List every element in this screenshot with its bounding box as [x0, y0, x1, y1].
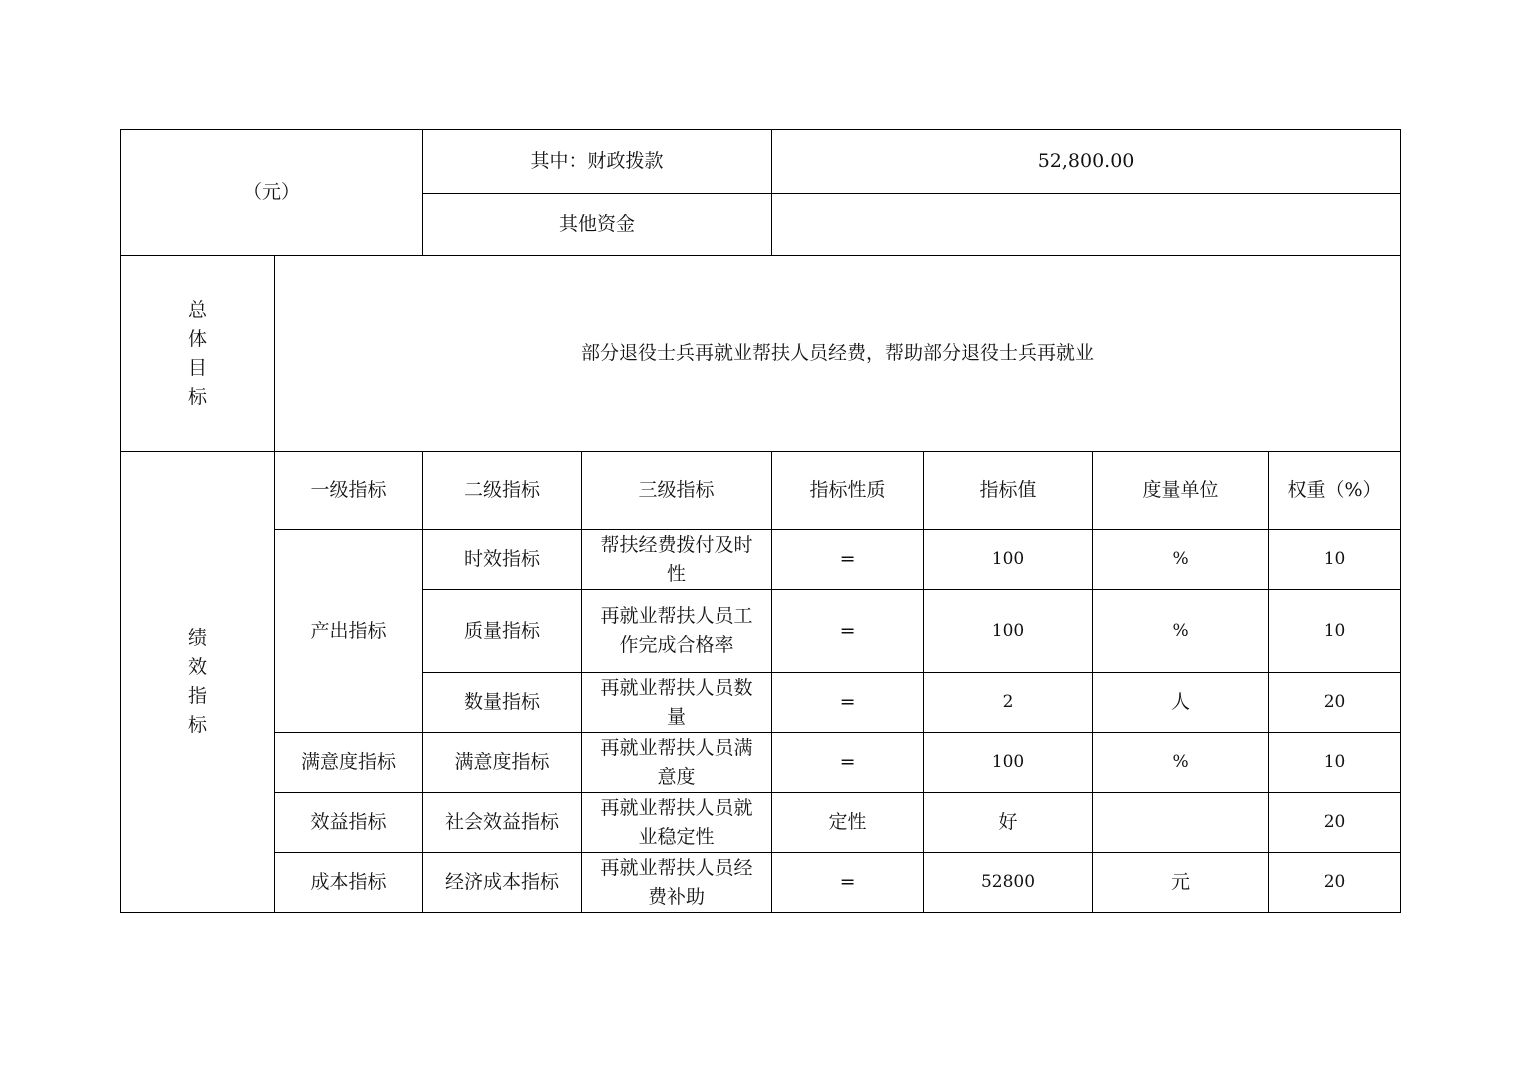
value-cell: 100	[924, 590, 1093, 673]
value-cell: 100	[924, 530, 1093, 590]
level1-cell: 效益指标	[275, 793, 423, 853]
column-header: 指标性质	[772, 452, 924, 530]
other-label-cell: 其他资金	[423, 194, 772, 256]
unit-cell: %	[1093, 733, 1269, 793]
weight-cell: 10	[1269, 590, 1401, 673]
level2-cell: 数量指标	[423, 673, 582, 733]
level3-cell: 再就业帮扶人员就业稳定性	[582, 793, 772, 853]
nature-cell: =	[772, 673, 924, 733]
level3-cell: 再就业帮扶人员数量	[582, 673, 772, 733]
nature-cell: =	[772, 590, 924, 673]
level1-cell: 成本指标	[275, 853, 423, 913]
nature-cell: 定性	[772, 793, 924, 853]
fiscal-funding-row	[121, 130, 1401, 194]
level1-cell: 产出指标	[275, 530, 423, 733]
column-header: 二级指标	[423, 452, 582, 530]
level1-cell: 满意度指标	[275, 733, 423, 793]
level2-cell: 社会效益指标	[423, 793, 582, 853]
level3-cell: 再就业帮扶人员满意度	[582, 733, 772, 793]
level2-cell: 质量指标	[423, 590, 582, 673]
table-row	[121, 733, 1401, 793]
goal-label-cell: 总 体 目 标	[121, 256, 275, 452]
level3-cell: 帮扶经费拨付及时性	[582, 530, 772, 590]
table-row	[121, 530, 1401, 590]
unit-cell: 人	[1093, 673, 1269, 733]
other-value-cell	[772, 194, 1401, 256]
indicator-header-row	[121, 452, 1401, 530]
fiscal-value-cell: 52,800.00	[772, 130, 1401, 194]
column-header: 指标值	[924, 452, 1093, 530]
goal-row	[121, 256, 1401, 452]
nature-cell: =	[772, 853, 924, 913]
value-cell: 52800	[924, 853, 1093, 913]
level3-cell: 再就业帮扶人员经费补助	[582, 853, 772, 913]
unit-cell	[1093, 793, 1269, 853]
performance-table	[120, 129, 1401, 913]
level2-cell: 时效指标	[423, 530, 582, 590]
value-cell: 好	[924, 793, 1093, 853]
nature-cell: =	[772, 733, 924, 793]
value-cell: 2	[924, 673, 1093, 733]
level2-cell: 经济成本指标	[423, 853, 582, 913]
weight-cell: 10	[1269, 733, 1401, 793]
amount-unit-cell: （元）	[121, 130, 423, 256]
value-cell: 100	[924, 733, 1093, 793]
table-row	[121, 853, 1401, 913]
unit-cell: %	[1093, 530, 1269, 590]
column-header: 度量单位	[1093, 452, 1269, 530]
goal-text-cell: 部分退役士兵再就业帮扶人员经费，帮助部分退役士兵再就业	[275, 256, 1401, 452]
column-header: 三级指标	[582, 452, 772, 530]
unit-cell: %	[1093, 590, 1269, 673]
fiscal-label-cell: 其中：财政拨款	[423, 130, 772, 194]
level2-cell: 满意度指标	[423, 733, 582, 793]
column-header: 一级指标	[275, 452, 423, 530]
weight-cell: 20	[1269, 853, 1401, 913]
weight-cell: 20	[1269, 673, 1401, 733]
unit-cell: 元	[1093, 853, 1269, 913]
weight-cell: 10	[1269, 530, 1401, 590]
indicator-label-cell: 绩 效 指 标	[121, 452, 275, 913]
level3-cell: 再就业帮扶人员工作完成合格率	[582, 590, 772, 673]
table-row	[121, 793, 1401, 853]
weight-cell: 20	[1269, 793, 1401, 853]
column-header: 权重（%）	[1269, 452, 1401, 530]
nature-cell: =	[772, 530, 924, 590]
